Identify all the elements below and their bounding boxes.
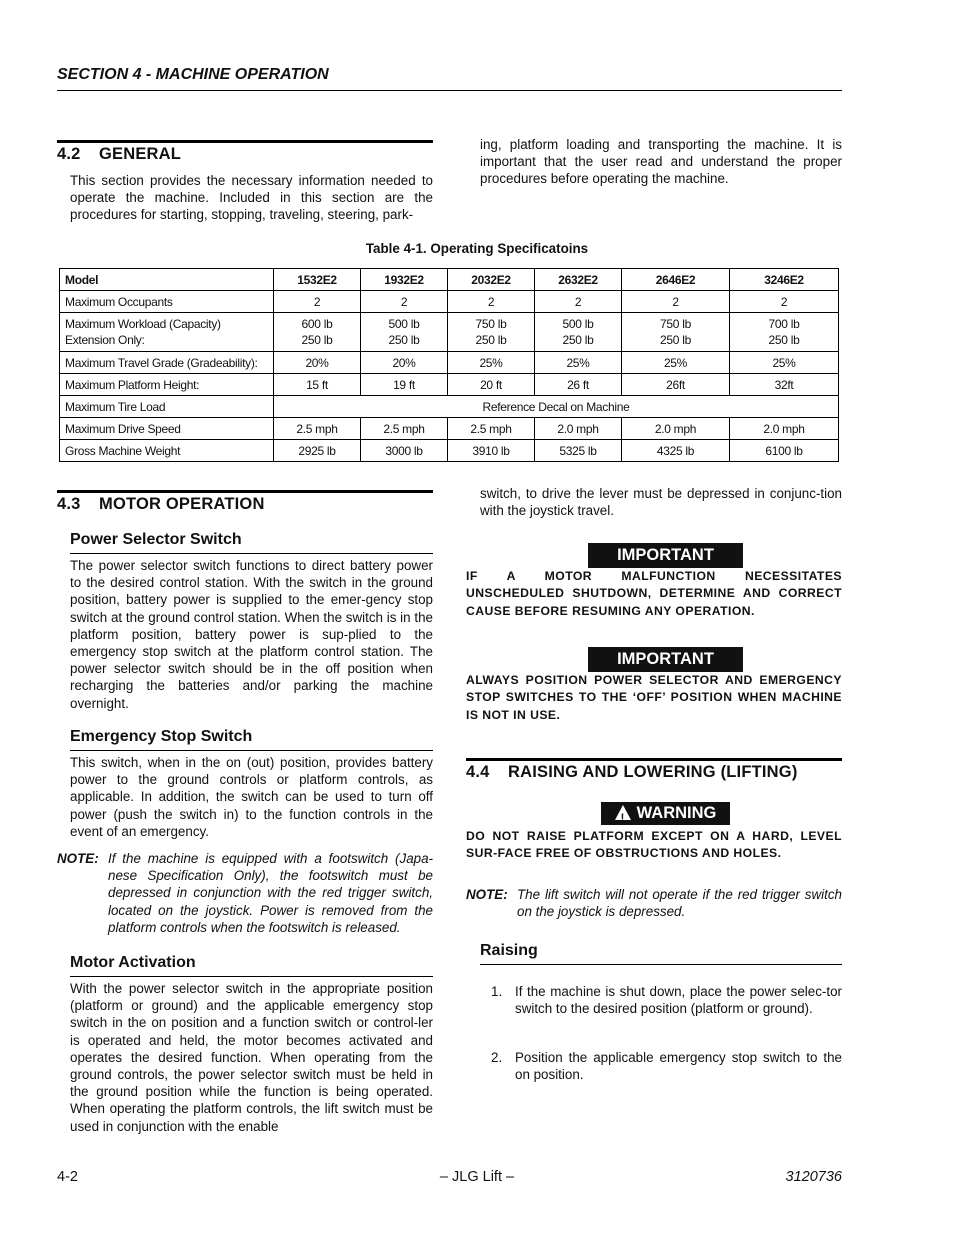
table-header-cell: 3246E2 <box>730 269 839 291</box>
table-caption: Table 4-1. Operating Specificatoins <box>365 241 589 256</box>
table-cell: 25% <box>535 352 622 374</box>
note-label: NOTE: <box>466 887 508 902</box>
row-label: Maximum Platform Height: <box>60 374 274 396</box>
table-row <box>60 440 839 462</box>
table-cell: 2 <box>274 291 361 313</box>
row-label: Maximum Workload (Capacity) Extension Only: <box>60 313 274 352</box>
table-header-cell: 2632E2 <box>535 269 622 291</box>
table-cell: 600 lb 250 lb <box>274 313 361 352</box>
table-header-cell: 2646E2 <box>622 269 730 291</box>
table-row <box>60 418 839 440</box>
table-cell: 2 <box>448 291 535 313</box>
table-cell-spanning: Reference Decal on Machine <box>274 396 839 418</box>
note-text: The lift switch will not operate if the red trigger switch on the joystick is depressed. <box>517 887 842 920</box>
emergency-stop-paragraph: This switch, when in the on (out) position, provides battery power to the ground controls or platform controls, as applicable. In addition, the switch can be used to turn off power (push the switch in) to the function controls in the event of an emergency. <box>70 755 433 839</box>
table-cell: 15 ft <box>274 374 361 396</box>
table-cell: 700 lb 250 lb <box>730 313 839 352</box>
table-row <box>60 291 839 313</box>
table-header-cell: 2032E2 <box>448 269 535 291</box>
table-cell: 2.5 mph <box>361 418 448 440</box>
subheading-rule <box>70 553 433 554</box>
motor-activation-paragraph: With the power selector switch in the appropriate position (platform or ground) and the applicable emergency stop switch in the on position and a function switch or control-ler is operated and held, the motor becomes activated and operates the desired function. When operating from the ground controls, the power selector switch must be held in the ground position while the function is being operated. When operating the platform controls, the lift switch must be used in conjunction with the enable <box>70 981 433 1134</box>
subheading-motor-activation: Motor Activation <box>70 954 196 971</box>
footer-center: – JLG Lift – <box>439 1169 515 1185</box>
section-rule <box>466 758 842 761</box>
row-label: Maximum Drive Speed <box>60 418 274 440</box>
footer-page-number: 4-2 <box>57 1169 78 1185</box>
section-rule <box>57 490 433 493</box>
subheading-rule <box>70 750 433 751</box>
operating-specifications-table <box>59 268 839 462</box>
section-heading-4-4: 4.4 RAISING AND LOWERING (LIFTING) <box>466 763 798 781</box>
subheading-rule <box>70 976 433 977</box>
table-cell: 500 lb 250 lb <box>535 313 622 352</box>
table-cell: 2 <box>730 291 839 313</box>
subheading-emergency-stop: Emergency Stop Switch <box>70 728 253 745</box>
table-cell: 25% <box>730 352 839 374</box>
table-cell: 750 lb 250 lb <box>622 313 730 352</box>
table-header-cell: 1532E2 <box>274 269 361 291</box>
list-item: 1. If the machine is shut down, place the power selec-tor switch to the desired position (platform or ground). <box>491 984 842 1017</box>
header-rule <box>57 90 842 91</box>
table-cell: 2.0 mph <box>730 418 839 440</box>
table-cell: 19 ft <box>361 374 448 396</box>
table-header-cell: 1932E2 <box>361 269 448 291</box>
general-paragraph-right: ing, platform loading and transporting the machine. It is important that the user read and understand the proper procedures before operating the machine. <box>480 137 842 187</box>
important-banner: IMPORTANT <box>588 543 743 568</box>
warning-triangle-icon: ! <box>615 805 631 820</box>
table-cell: 500 lb 250 lb <box>361 313 448 352</box>
table-cell: 25% <box>448 352 535 374</box>
table-cell: 20% <box>274 352 361 374</box>
table-cell: 2 <box>535 291 622 313</box>
warning-banner: ! WARNING <box>601 802 730 825</box>
table-cell: 20 ft <box>448 374 535 396</box>
list-item: 2. Position the applicable emergency stop switch to the on position. <box>491 1050 842 1083</box>
motor-activation-continued: switch, to drive the lever must be depressed in conjunc-tion with the joystick travel. <box>480 486 842 519</box>
row-label: Gross Machine Weight <box>60 440 274 462</box>
table-cell: 2 <box>361 291 448 313</box>
table-cell: 32ft <box>730 374 839 396</box>
table-cell: 5325 lb <box>535 440 622 462</box>
section-rule <box>57 140 433 143</box>
subheading-rule <box>480 964 842 965</box>
section-heading-4-3: 4.3 MOTOR OPERATION <box>57 495 265 513</box>
important-text-malfunction: IF A MOTOR MALFUNCTION NECESSITATES UNSCHEDULED SHUTDOWN, DETERMINE AND CORRECT CAUSE BEFORE RESUMING ANY OPERATION. <box>466 569 842 618</box>
footer-doc-number: 3120736 <box>785 1169 842 1185</box>
table-cell: 3000 lb <box>361 440 448 462</box>
table-cell: 2.5 mph <box>448 418 535 440</box>
table-cell: 2925 lb <box>274 440 361 462</box>
general-paragraph-left: This section provides the necessary information needed to operate the machine. Included in this section are the procedures for starting, stopping, traveling, steering, park- <box>70 173 433 223</box>
row-label: Maximum Occupants <box>60 291 274 313</box>
note-footswitch <box>57 850 433 938</box>
table-cell: 26ft <box>622 374 730 396</box>
table-cell: 2.0 mph <box>622 418 730 440</box>
table-row <box>60 374 839 396</box>
table-row <box>60 313 839 352</box>
important-banner: IMPORTANT <box>588 647 743 672</box>
section-heading-4-2: 4.2 GENERAL <box>57 145 182 163</box>
table-cell: 2 <box>622 291 730 313</box>
important-text-off-position: ALWAYS POSITION POWER SELECTOR AND EMERGENCY STOP SWITCHES TO THE ‘OFF’ POSITION WHEN MACHINE IS NOT IN USE. <box>466 673 842 722</box>
table-cell: 2.5 mph <box>274 418 361 440</box>
table-cell: 2.0 mph <box>535 418 622 440</box>
table-header-row <box>60 269 839 291</box>
table-header-cell: Model <box>60 269 274 291</box>
table-cell: 20% <box>361 352 448 374</box>
table-cell: 3910 lb <box>448 440 535 462</box>
table-cell: 26 ft <box>535 374 622 396</box>
subheading-power-selector: Power Selector Switch <box>70 531 242 548</box>
table-cell: 750 lb 250 lb <box>448 313 535 352</box>
subheading-raising: Raising <box>480 942 538 959</box>
table-row <box>60 352 839 374</box>
power-selector-paragraph: The power selector switch functions to direct battery power to the desired control station. With the switch in the ground position, battery power is supplied to the emer-gency stop switch at the ground control station. When the switch is in the platform position, battery power is sup-plied to the emergency stop switch at the platform control station. The power selector switch should be in the off position when recharging the batteries and/or parking the machine overnight. <box>70 558 433 711</box>
table-cell: 6100 lb <box>730 440 839 462</box>
row-label: Maximum Travel Grade (Gradeability): <box>60 352 274 374</box>
table-cell: 25% <box>622 352 730 374</box>
table-row <box>60 396 839 418</box>
note-label: NOTE: <box>57 851 99 866</box>
table-cell: 4325 lb <box>622 440 730 462</box>
note-lift-switch <box>466 886 842 922</box>
warning-text: DO NOT RAISE PLATFORM EXCEPT ON A HARD, LEVEL SUR-FACE FREE OF OBSTRUCTIONS AND HOLES. <box>466 829 842 861</box>
note-text: If the machine is equipped with a footswitch (Japa-nese Specification Only), the footswitch must be depressed in conjunction with the red trigger switch, located on the joystick. Power is removed from the platform controls when the footswitch is released. <box>108 851 433 935</box>
row-label: Maximum Tire Load <box>60 396 274 418</box>
section-header: SECTION 4 - MACHINE OPERATION <box>57 66 329 83</box>
